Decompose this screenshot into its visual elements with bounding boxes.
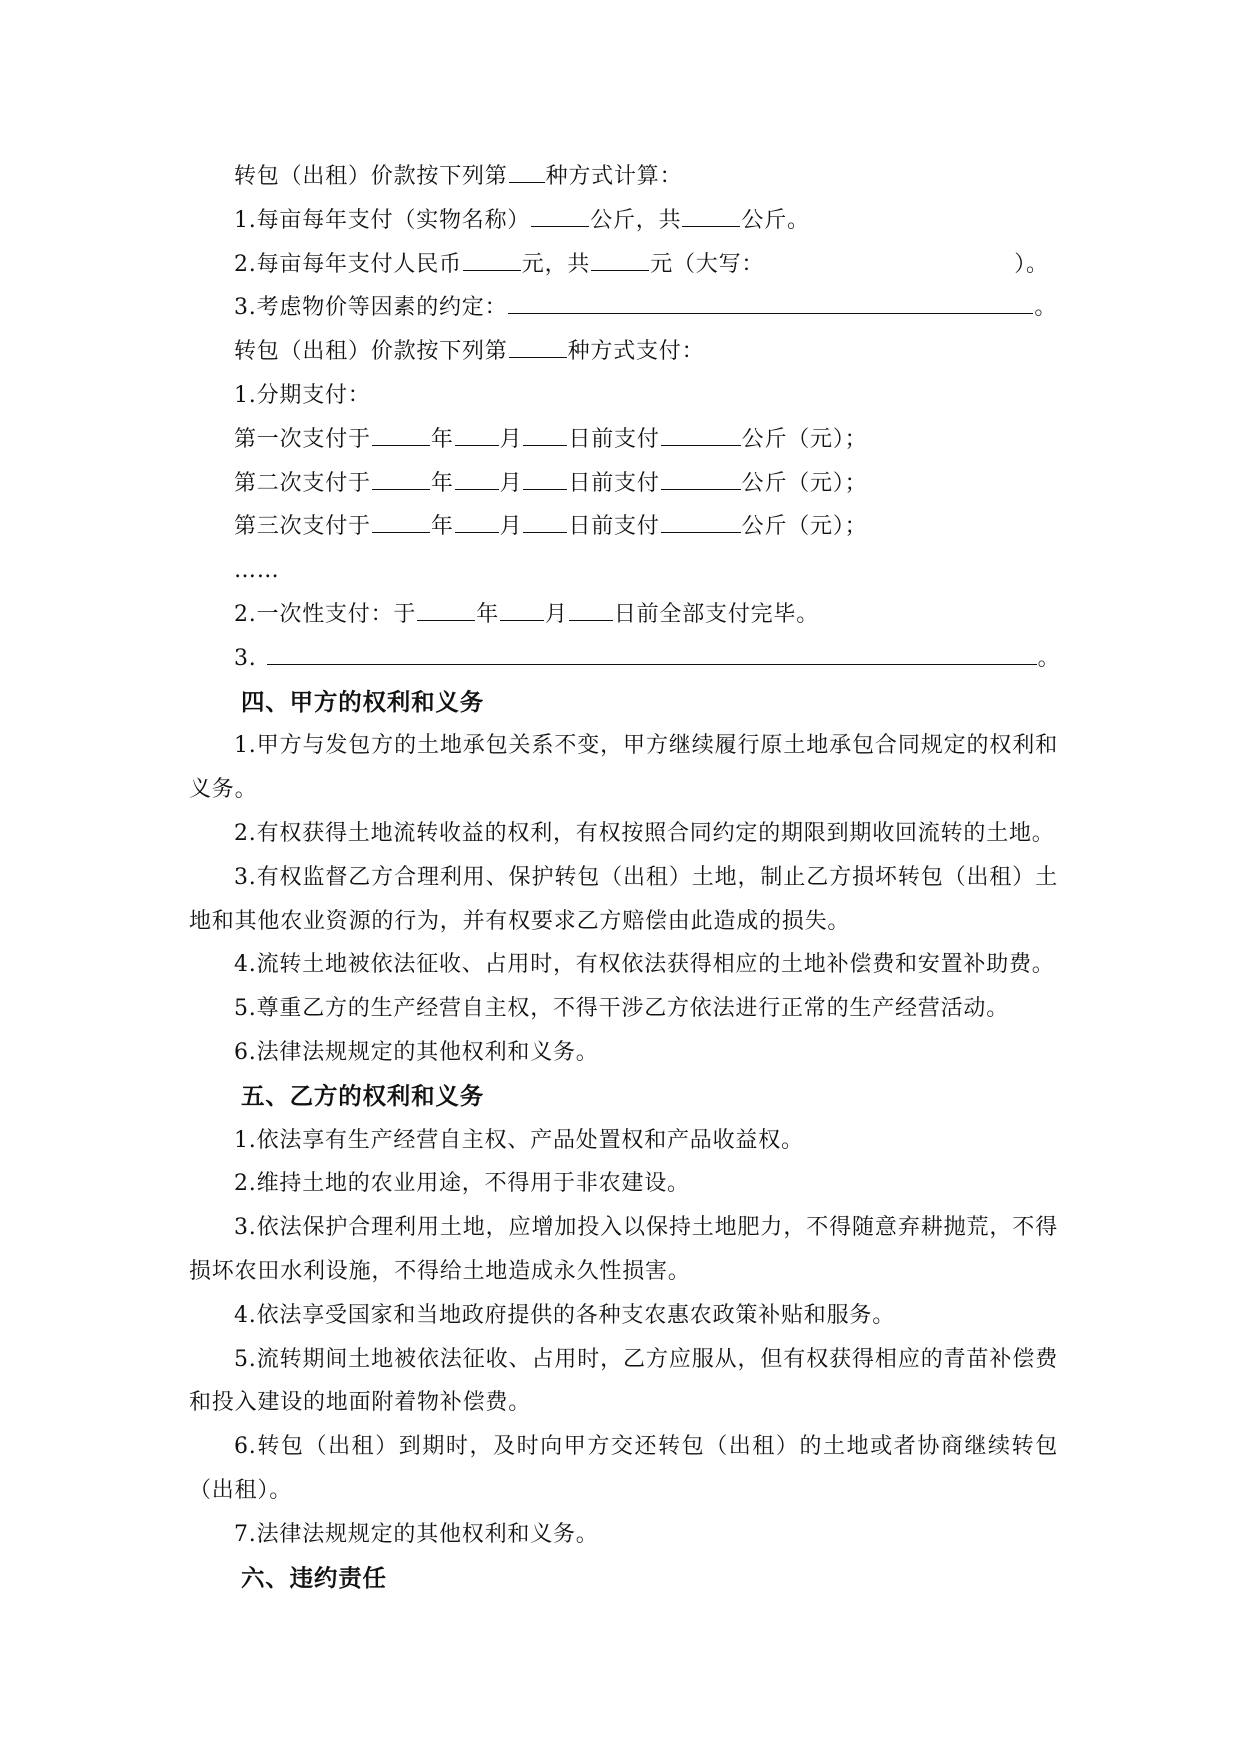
other-payment-line [189, 637, 1061, 681]
blank-field[interactable] [372, 421, 430, 446]
blank-field[interactable] [523, 465, 567, 490]
installment-label: 1.分期支付： [234, 382, 371, 408]
section-heading: 四、甲方的权利和义务 [241, 687, 484, 716]
blank-field[interactable] [682, 202, 740, 227]
blank-field[interactable] [591, 246, 649, 271]
text: 公斤。 [741, 207, 810, 233]
calc-method-line [189, 155, 1058, 199]
text: 种方式支付： [567, 339, 705, 365]
blank-field[interactable] [661, 465, 741, 490]
ellipsis: …… [234, 558, 280, 584]
text: 月 [499, 426, 523, 452]
blank-field[interactable] [267, 640, 1037, 665]
installment-row [189, 462, 1058, 506]
blank-field[interactable] [531, 202, 589, 227]
text: 1.每亩每年支付（实物名称） [234, 207, 531, 233]
blank-field[interactable] [372, 465, 430, 490]
text: 第三次支付于 [234, 514, 371, 540]
blank-field[interactable] [509, 158, 545, 183]
clause: 6.转包（出租）到期时，及时向甲方交还转包（出租）的土地或者协商继续转包（出租）。 [189, 1434, 1058, 1503]
text: 日前全部支付完毕。 [613, 601, 820, 627]
pay-method-line [189, 330, 1058, 374]
text: 月 [499, 470, 523, 496]
contract-page [189, 155, 1061, 1600]
blank-field[interactable] [417, 596, 475, 621]
clause: 4.依法享受国家和当地政府提供的各种支农惠农政策补贴和服务。 [234, 1302, 895, 1328]
text: 第一次支付于 [234, 426, 371, 452]
text: 公斤，共 [590, 207, 682, 233]
section-heading: 六、违约责任 [241, 1563, 387, 1592]
text: 日前支付 [568, 470, 660, 496]
text: 日前支付 [568, 426, 660, 452]
blank-field[interactable] [372, 508, 430, 533]
blank-field[interactable] [463, 246, 521, 271]
text: 年 [430, 470, 454, 496]
text: 3.考虑物价等因素的约定： [234, 295, 508, 321]
text: 转包（出租）价款按下列第 [234, 339, 508, 365]
calc-option-1 [189, 199, 1058, 243]
clause: 1.甲方与发包方的土地承包关系不变，甲方继续履行原土地承包合同规定的权利和义务。 [189, 733, 1058, 803]
text: 公斤（元）； [741, 514, 868, 540]
clause: 2.有权获得土地流转收益的权利，有权按照合同约定的期限到期收回流转的土地。 [234, 820, 1055, 846]
clause: 6.法律法规规定的其他权利和义务。 [234, 1039, 599, 1065]
blank-field[interactable] [455, 421, 499, 446]
text: 月 [545, 601, 568, 627]
text: 日前支付 [568, 514, 660, 540]
lump-sum-line [189, 593, 1058, 637]
clause: 3.有权监督乙方合理利用、保护转包（出租）土地，制止乙方损坏转包（出租）土地和其他农业资源的行为，并有权要求乙方赔偿由此造成的损失。 [189, 864, 1058, 934]
blank-field[interactable] [455, 465, 499, 490]
text: ）。 [1014, 251, 1049, 277]
blank-field[interactable] [569, 596, 613, 621]
text: 年 [476, 601, 500, 627]
blank-field[interactable] [661, 508, 741, 533]
clause: 7.法律法规规定的其他权利和义务。 [234, 1521, 599, 1547]
clause: 4.流转土地被依法征收、占用时，有权依法获得相应的土地补偿费和安置补助费。 [234, 952, 1055, 978]
text: 种方式计算： [545, 164, 683, 189]
text: 月 [499, 514, 523, 540]
blank-field[interactable] [500, 596, 544, 621]
installment-row [189, 505, 1058, 549]
section-heading: 五、乙方的权利和义务 [241, 1081, 484, 1110]
blank-field[interactable] [523, 421, 567, 446]
clause: 3.依法保护合理利用土地，应增加投入以保持土地肥力，不得随意弃耕抛荒，不得损坏农田水利设施，不得给土地造成永久性损害。 [189, 1215, 1058, 1284]
text: 转包（出租）价款按下列第 [234, 164, 508, 189]
text: 2.每亩每年支付人民币 [234, 251, 462, 277]
text: 年 [430, 514, 454, 540]
text: 3. [234, 645, 257, 671]
text: 公斤（元）； [741, 426, 868, 452]
text: 。 [1034, 295, 1058, 321]
blank-field[interactable] [508, 289, 1033, 314]
text: 元（大写： [650, 251, 765, 277]
text: 。 [1037, 645, 1061, 671]
blank-field[interactable] [523, 508, 567, 533]
blank-field[interactable] [509, 333, 567, 358]
blank-field[interactable] [455, 508, 499, 533]
text: 2.一次性支付：于 [234, 601, 417, 627]
text: 元，共 [521, 251, 591, 277]
installment-row [189, 418, 1058, 462]
calc-option-3 [189, 286, 1058, 330]
calc-option-2 [189, 243, 1058, 287]
text: 公斤（元）； [741, 470, 868, 496]
blank-field[interactable] [661, 421, 741, 446]
text: 第二次支付于 [234, 470, 371, 496]
text: 年 [430, 426, 454, 452]
clause: 5.流转期间土地被依法征收、占用时，乙方应服从，但有权获得相应的青苗补偿费和投入建设的地面附着物补偿费。 [189, 1346, 1058, 1416]
clause: 2.维持土地的农业用途，不得用于非农建设。 [234, 1171, 690, 1197]
clause: 5.尊重乙方的生产经营自主权，不得干涉乙方依法进行正常的生产经营活动。 [234, 996, 1009, 1022]
clause: 1.依法享有生产经营自主权、产品处置权和产品收益权。 [234, 1127, 804, 1153]
